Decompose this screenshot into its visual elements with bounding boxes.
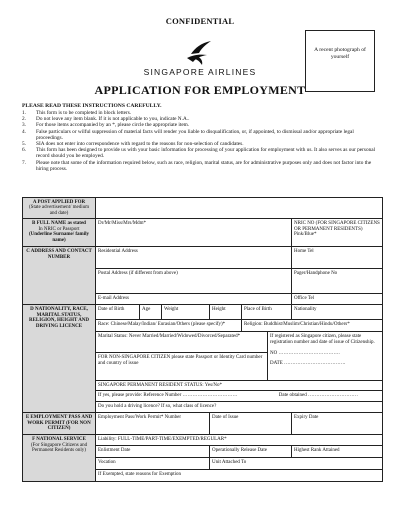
dob-field[interactable] xyxy=(96,305,140,320)
email-label: E-mail Address xyxy=(98,295,129,301)
section-d-heading: D NATIONALITY, RACE, MARITAL STATUS, RELIGION, HEIGHT AND DRIVING LICENCE xyxy=(23,305,96,413)
section-f-heading: F NATIONAL SERVICE (For Singapore Citizens and Permanent Residents only) xyxy=(23,435,96,482)
home-tel-label: Home Tel xyxy=(294,248,314,254)
nationality-field[interactable] xyxy=(292,305,383,320)
enlistment-date-label: Enlistment Date xyxy=(98,447,131,453)
passport-field[interactable] xyxy=(96,353,268,381)
citizenship-registration-field[interactable] xyxy=(268,332,383,381)
height-field[interactable] xyxy=(210,305,242,320)
section-a-heading: A POST APPLIED FOR (State advertisement/ medium and date) xyxy=(23,198,96,219)
religion-field[interactable] xyxy=(242,320,383,332)
photo-box: A recent photograph of yourself xyxy=(305,30,375,92)
pr-status-label: SINGAPORE PERMANENT RESIDENT STATUS: Yes/No* xyxy=(98,382,223,388)
registration-no-line: NO ………………………………. xyxy=(270,351,340,357)
email-field[interactable] xyxy=(96,294,292,305)
section-e-heading: E EMPLOYMENT PASS AND WORK PERMIT (FOR NON CITIZEN) xyxy=(23,413,96,435)
highest-rank-label: Highest Rank Attained xyxy=(294,447,340,453)
race-field[interactable] xyxy=(96,320,242,332)
date-of-issue-field[interactable] xyxy=(210,413,292,435)
highest-rank-field[interactable] xyxy=(292,446,383,458)
pager-field[interactable] xyxy=(292,269,383,294)
marital-status-label: Marital Status: Never Married/Married/Widowed/Divorced/Separated* xyxy=(98,333,241,339)
airline-logo-icon xyxy=(185,40,215,66)
office-tel-label: Office Tel xyxy=(294,295,315,301)
section-c-heading: C ADDRESS AND CONTACT NUMBER xyxy=(23,247,96,305)
instruction-item: 2. Do not leave any item blank. If it is not applicable to you, indicate N.A.. xyxy=(22,116,190,123)
release-date-label: Operationally Release Date xyxy=(212,447,267,453)
dob-label: Date of Birth xyxy=(98,306,125,312)
weight-field[interactable] xyxy=(162,305,210,320)
marital-status-field[interactable] xyxy=(96,332,268,353)
instructions-list xyxy=(22,110,382,172)
full-name-label: Dr/Mr/Miss/Mrs/Mdm* xyxy=(98,220,147,226)
pager-label: Pager/Handphone No xyxy=(294,270,338,276)
weight-label: Weight xyxy=(164,306,179,312)
residential-address-label: Residential Address xyxy=(98,248,138,254)
instruction-item: 5. SIA does not enter into correspondence with regard to the reasons for non-selection of candidates. xyxy=(22,141,244,148)
employment-pass-field[interactable] xyxy=(96,413,210,435)
driving-licence-field[interactable] xyxy=(96,402,383,413)
home-tel-field[interactable] xyxy=(292,247,383,269)
full-name-field[interactable] xyxy=(96,219,292,247)
vocation-field[interactable] xyxy=(96,458,210,470)
instruction-item: 7. Please note that some of the information required below, such as race, religion, marital status, are for administrative purposes only and does not factor into the hiring process. xyxy=(22,159,372,172)
liability-label: Liability: FULL-TIME/PART-TIME/EXEMPTED/REGULAR* xyxy=(98,436,227,442)
passport-label: FOR NON-SINGAPORE CITIZEN please state Passport or Identity Card number and country of issue xyxy=(98,354,263,366)
instruction-item: 4. False particulars or wilful suppression of material facts will render you liable to disqualification, or, if appointed, to dismissal and/or appropriate legal proceedings. xyxy=(22,128,354,141)
driving-licence-label: Do you hold a driving licence? If so, what class of licence? xyxy=(98,403,217,409)
page-title: APPLICATION FOR EMPLOYMENT xyxy=(94,83,306,97)
expiry-date-label: Expiry Date xyxy=(294,414,319,420)
pr-status-field[interactable] xyxy=(96,381,383,391)
residential-address-field[interactable] xyxy=(96,247,292,269)
nric-field[interactable] xyxy=(292,219,383,247)
exemption-reason-label: If Exempted, state reasons for Exemption xyxy=(98,471,182,477)
unit-attached-field[interactable] xyxy=(210,458,383,470)
expiry-date-field[interactable] xyxy=(292,413,383,435)
confidential-label: CONFIDENTIAL xyxy=(165,16,235,26)
vocation-label: Vocation xyxy=(98,459,116,465)
unit-attached-label: Unit Attached To xyxy=(212,459,247,465)
age-label: Age xyxy=(142,306,151,312)
pr-reference-field[interactable]: If yes, please provide: Reference Number …………………………… Date obtained ………………………… xyxy=(96,391,383,402)
post-applied-field[interactable] xyxy=(96,198,383,219)
age-field[interactable] xyxy=(140,305,162,320)
office-tel-field[interactable] xyxy=(292,294,383,305)
height-label: Height xyxy=(212,306,226,312)
race-label: Race: Chinese/Malay/Indian/ Eurasian/Others (please specify)* xyxy=(98,321,226,327)
pr-reference-label: If yes, please provide: Reference Number xyxy=(98,392,182,398)
instruction-item: 3. For those items accompanied by an *, please circle the appropriate item. xyxy=(22,122,190,129)
instructions-heading: PLEASE READ THESE INSTRUCTIONS CAREFULLY. xyxy=(22,103,162,109)
citizenship-registration-label: If registered as Singapore citizen, please state registration number and date of issue of Citizenship. xyxy=(270,333,375,345)
application-form xyxy=(22,197,383,482)
place-of-birth-field[interactable] xyxy=(242,305,292,320)
place-of-birth-label: Place of Birth xyxy=(244,306,272,312)
date-of-issue-label: Date of Issue xyxy=(212,414,239,420)
exemption-reason-field[interactable] xyxy=(96,470,383,482)
nric-label: NRIC NO (FOR SINGAPORE CITIZENS OR PERMANENT RESIDENTS) Pink/Blue* xyxy=(294,220,380,238)
liability-field[interactable] xyxy=(96,435,383,446)
postal-address-label: Postal Address (if different from above) xyxy=(98,270,178,276)
instruction-item: 1. This form is to be completed in block letters. xyxy=(22,110,132,116)
section-b-heading: B FULL NAME as stated In NRIC or Passport (Underline Surname/ family name) xyxy=(23,219,96,247)
date-obtained-label: Date obtained xyxy=(278,392,307,398)
registration-date-line: DATE ………………………………. xyxy=(270,361,346,367)
enlistment-date-field[interactable] xyxy=(96,446,210,458)
airline-logo-text: SINGAPORE AIRLINES xyxy=(143,67,257,77)
nationality-label: Nationality xyxy=(294,306,317,312)
postal-address-field[interactable] xyxy=(96,269,292,294)
employment-pass-label: Employment Pass/Work Permit* Number xyxy=(98,414,182,420)
instruction-item: 6. This form has been designed to provide us with your basic information for processing of your application for employment with us. It also serves as our personal record should you be employed. xyxy=(22,147,376,160)
religion-label: Religion: Buddhist/Muslim/Christian/Hindu/Others* xyxy=(244,321,350,327)
release-date-field[interactable] xyxy=(210,446,292,458)
